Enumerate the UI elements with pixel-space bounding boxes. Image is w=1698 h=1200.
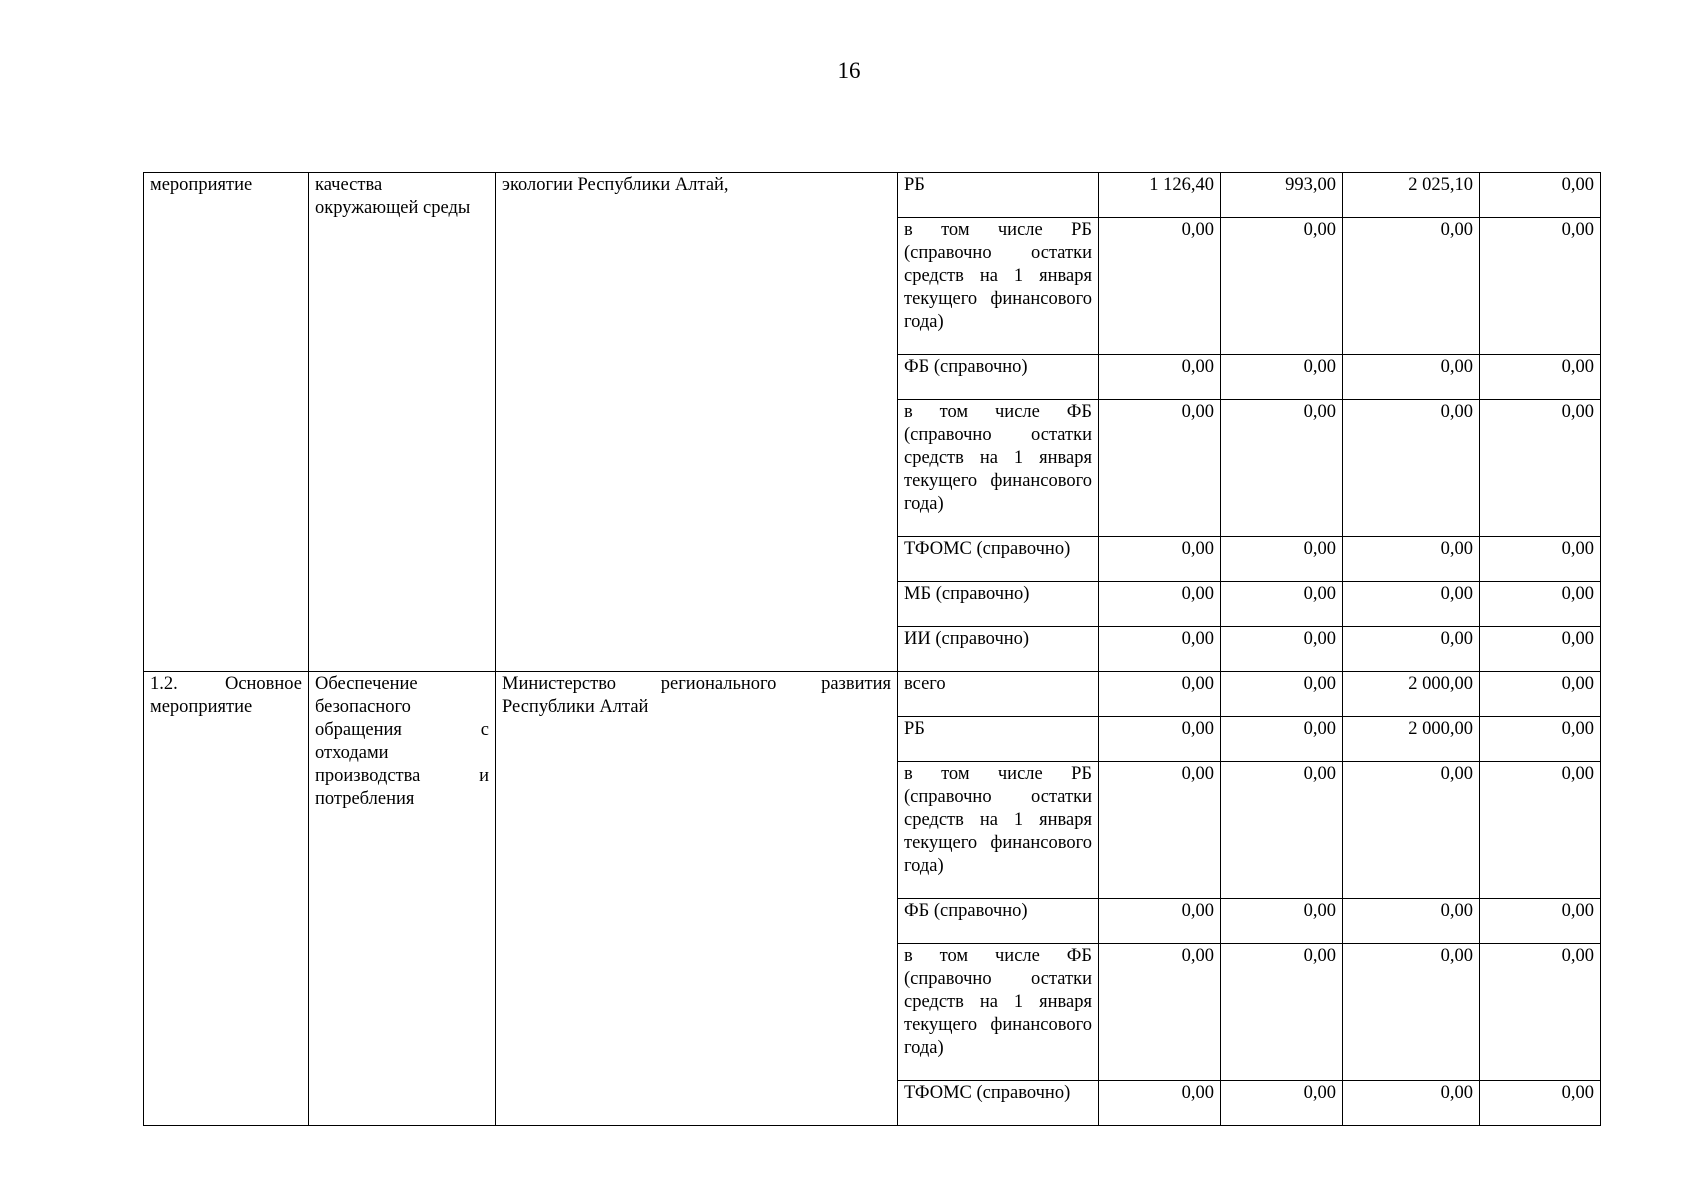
value-cell: 0,00 (1099, 537, 1221, 582)
value-cell: 0,00 (1221, 537, 1343, 582)
funding-source-cell: МБ (справочно) (898, 582, 1099, 627)
value-cell: 0,00 (1480, 627, 1601, 672)
value-cell: 0,00 (1480, 582, 1601, 627)
funding-table (143, 172, 1601, 1126)
value-cell: 0,00 (1099, 762, 1221, 899)
page-number: 16 (837, 58, 861, 83)
event-type-cell: 1.2. Основное мероприятие (144, 672, 309, 1126)
value-cell: 0,00 (1099, 355, 1221, 400)
value-cell: 0,00 (1221, 717, 1343, 762)
value-cell: 0,00 (1221, 672, 1343, 717)
value-cell: 0,00 (1099, 717, 1221, 762)
value-cell: 0,00 (1099, 899, 1221, 944)
value-cell: 0,00 (1343, 627, 1480, 672)
value-cell: 0,00 (1221, 627, 1343, 672)
value-cell: 0,00 (1480, 537, 1601, 582)
value-cell: 0,00 (1221, 355, 1343, 400)
value-cell: 0,00 (1480, 944, 1601, 1081)
value-cell: 0,00 (1480, 173, 1601, 218)
value-cell: 0,00 (1343, 944, 1480, 1081)
value-cell: 0,00 (1343, 400, 1480, 537)
value-cell: 0,00 (1221, 762, 1343, 899)
value-cell: 0,00 (1099, 1081, 1221, 1126)
table-row (144, 173, 1601, 218)
funding-source-cell: ФБ (справочно) (898, 899, 1099, 944)
funding-source-cell: ИИ (справочно) (898, 627, 1099, 672)
value-cell: 993,00 (1221, 173, 1343, 218)
value-cell: 0,00 (1343, 218, 1480, 355)
value-cell: 0,00 (1343, 355, 1480, 400)
value-cell: 2 000,00 (1343, 717, 1480, 762)
funding-source-cell: РБ (898, 173, 1099, 218)
value-cell: 0,00 (1343, 762, 1480, 899)
event-name-cell: Обеспечение безопасного обращения с отходами производства и потребления (309, 672, 496, 1126)
value-cell: 0,00 (1480, 717, 1601, 762)
value-cell: 0,00 (1099, 218, 1221, 355)
value-cell: 0,00 (1343, 1081, 1480, 1126)
value-cell: 2 025,10 (1343, 173, 1480, 218)
value-cell: 0,00 (1221, 1081, 1343, 1126)
value-cell: 0,00 (1221, 899, 1343, 944)
value-cell: 0,00 (1221, 400, 1343, 537)
table-row (144, 672, 1601, 717)
value-cell: 0,00 (1099, 400, 1221, 537)
value-cell: 0,00 (1480, 218, 1601, 355)
value-cell: 0,00 (1343, 582, 1480, 627)
value-cell: 0,00 (1221, 582, 1343, 627)
value-cell: 0,00 (1343, 899, 1480, 944)
funding-source-cell: в том числе ФБ (справочно остатки средств на 1 января текущего финансового года) (898, 944, 1099, 1081)
value-cell: 0,00 (1480, 762, 1601, 899)
value-cell: 0,00 (1099, 582, 1221, 627)
value-cell: 0,00 (1221, 944, 1343, 1081)
funding-source-cell: всего (898, 672, 1099, 717)
value-cell: 0,00 (1099, 672, 1221, 717)
value-cell: 1 126,40 (1099, 173, 1221, 218)
funding-source-cell: ФБ (справочно) (898, 355, 1099, 400)
funding-source-cell: в том числе РБ (справочно остатки средств на 1 января текущего финансового года) (898, 762, 1099, 899)
executor-cell: экологии Республики Алтай, (496, 173, 898, 672)
value-cell: 0,00 (1480, 1081, 1601, 1126)
funding-source-cell: ТФОМС (справочно) (898, 1081, 1099, 1126)
value-cell: 0,00 (1480, 672, 1601, 717)
executor-cell: Министерство регионального развития Республики Алтай (496, 672, 898, 1126)
value-cell: 0,00 (1480, 400, 1601, 537)
value-cell: 0,00 (1480, 355, 1601, 400)
funding-source-cell: в том числе РБ (справочно остатки средств на 1 января текущего финансового года) (898, 218, 1099, 355)
value-cell: 2 000,00 (1343, 672, 1480, 717)
funding-source-cell: ТФОМС (справочно) (898, 537, 1099, 582)
funding-source-cell: в том числе ФБ (справочно остатки средств на 1 января текущего финансового года) (898, 400, 1099, 537)
event-name-cell: качества окружающей среды (309, 173, 496, 672)
value-cell: 0,00 (1099, 944, 1221, 1081)
value-cell: 0,00 (1221, 218, 1343, 355)
value-cell: 0,00 (1480, 899, 1601, 944)
value-cell: 0,00 (1099, 627, 1221, 672)
event-type-cell: мероприятие (144, 173, 309, 672)
funding-source-cell: РБ (898, 717, 1099, 762)
value-cell: 0,00 (1343, 537, 1480, 582)
